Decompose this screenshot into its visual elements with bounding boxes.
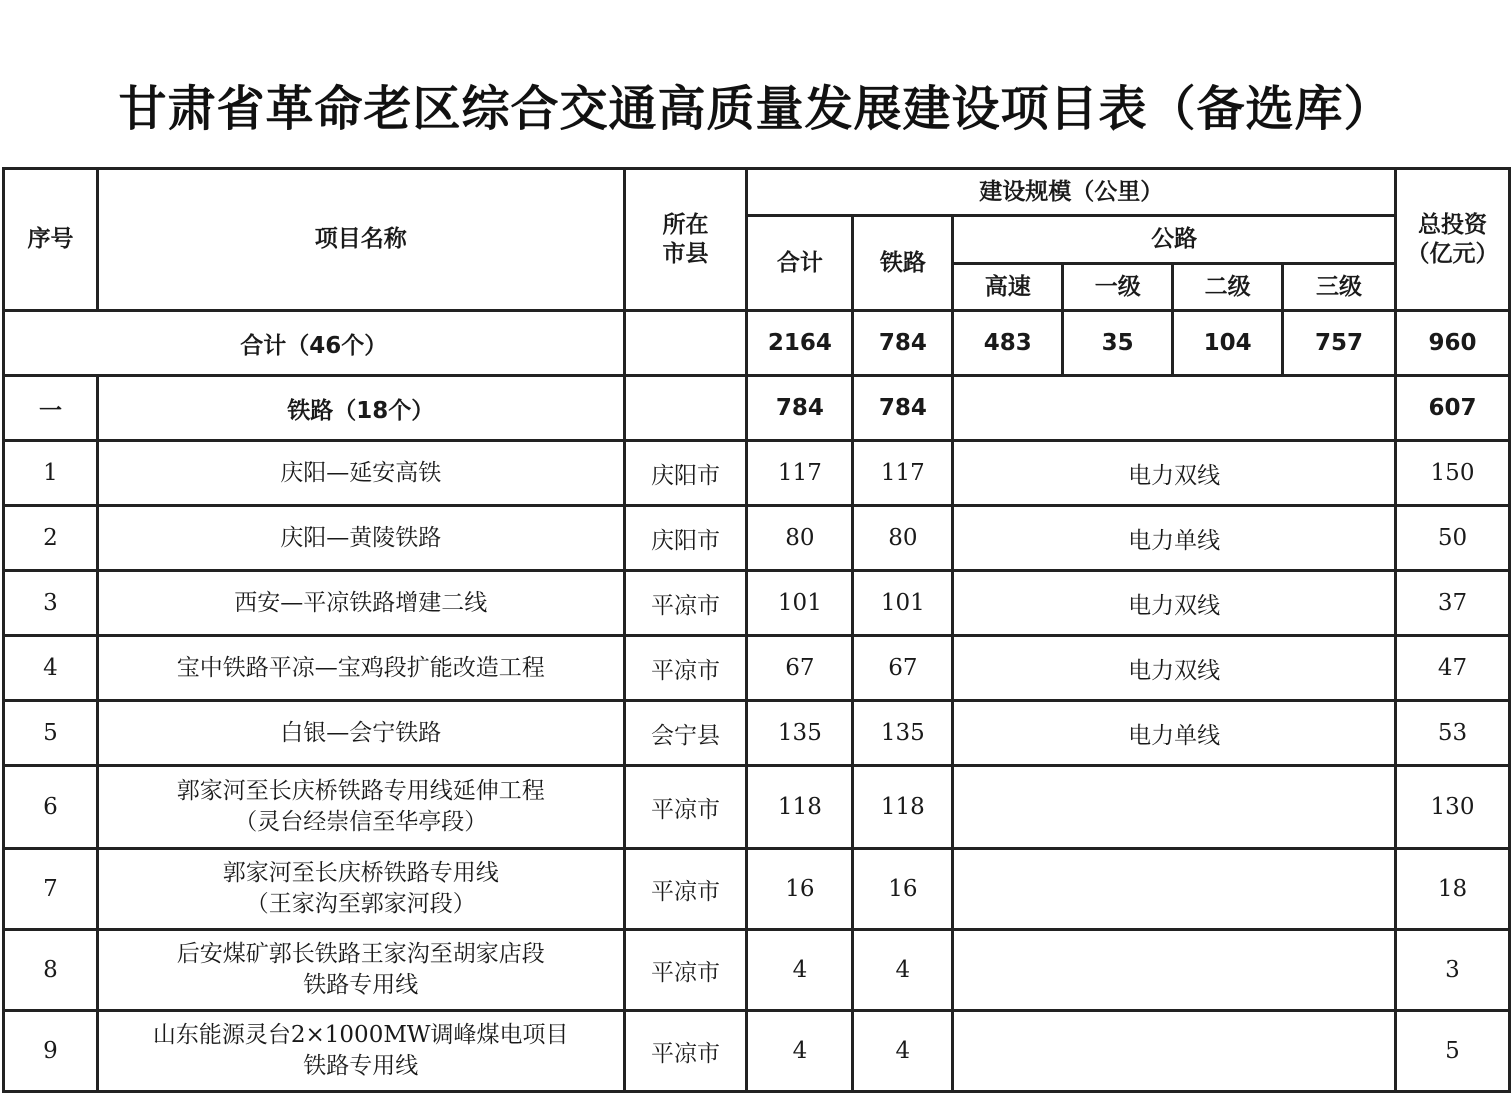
header-row-1 bbox=[4, 169, 1510, 216]
row-project-name-line-1: 郭家河至长庆桥铁路专用线 bbox=[222, 860, 499, 886]
row-seq: 4 bbox=[4, 636, 98, 701]
row-total-km: 4 bbox=[747, 1011, 853, 1092]
table-row bbox=[4, 766, 1510, 849]
table-row bbox=[4, 571, 1510, 636]
row-location: 庆阳市 bbox=[624, 506, 747, 571]
row-total-km: 135 bbox=[747, 701, 853, 766]
section-railway: 784 bbox=[853, 376, 953, 441]
row-project-name-line-2: （灵台经崇信至华亭段） bbox=[234, 809, 488, 835]
row-seq: 5 bbox=[4, 701, 98, 766]
row-investment: 130 bbox=[1396, 766, 1510, 849]
section-seq: 一 bbox=[4, 376, 98, 441]
row-railway: 80 bbox=[853, 506, 953, 571]
header-location-line-1: 所在 bbox=[662, 211, 709, 238]
table-row bbox=[4, 1011, 1510, 1092]
row-location: 庆阳市 bbox=[624, 441, 747, 506]
header-investment bbox=[1396, 169, 1510, 311]
row-project-name: 庆阳—黄陵铁路 bbox=[97, 506, 624, 571]
section-row-railway bbox=[4, 376, 1510, 441]
row-location: 平凉市 bbox=[624, 636, 747, 701]
project-table bbox=[2, 167, 1511, 1093]
header-seq: 序号 bbox=[4, 169, 98, 311]
row-total-km: 4 bbox=[747, 930, 853, 1011]
row-seq: 1 bbox=[4, 441, 98, 506]
header-highway: 公路 bbox=[953, 216, 1396, 264]
header-investment-line-1: 总投资 bbox=[1418, 211, 1487, 238]
row-total-km: 101 bbox=[747, 571, 853, 636]
header-expressway: 高速 bbox=[953, 264, 1063, 311]
row-project-name-line-2: 铁路专用线 bbox=[303, 1053, 419, 1079]
row-seq: 3 bbox=[4, 571, 98, 636]
row-project-name: 庆阳—延安高铁 bbox=[97, 441, 624, 506]
row-project-name: 宝中铁路平凉—宝鸡段扩能改造工程 bbox=[97, 636, 624, 701]
page-title: 甘肃省革命老区综合交通高质量发展建设项目表（备选库） bbox=[118, 81, 1393, 137]
row-investment: 53 bbox=[1396, 701, 1510, 766]
header-investment-line-2: （亿元） bbox=[1406, 240, 1499, 267]
row-railway: 118 bbox=[853, 766, 953, 849]
summary-label: 合计（46个） bbox=[4, 311, 625, 376]
row-location: 平凉市 bbox=[624, 930, 747, 1011]
header-project-name: 项目名称 bbox=[97, 169, 624, 311]
row-investment: 37 bbox=[1396, 571, 1510, 636]
section-highway-blank bbox=[953, 376, 1396, 441]
row-total-km: 16 bbox=[747, 849, 853, 930]
section-total-km: 784 bbox=[747, 376, 853, 441]
row-total-km: 67 bbox=[747, 636, 853, 701]
table-row bbox=[4, 506, 1510, 571]
row-railway: 117 bbox=[853, 441, 953, 506]
row-project-name bbox=[97, 1011, 624, 1092]
row-note bbox=[953, 1011, 1396, 1092]
row-location: 会宁县 bbox=[624, 701, 747, 766]
row-railway: 4 bbox=[853, 930, 953, 1011]
row-investment: 47 bbox=[1396, 636, 1510, 701]
table-row bbox=[4, 701, 1510, 766]
row-note bbox=[953, 849, 1396, 930]
section-investment: 607 bbox=[1396, 376, 1510, 441]
row-note: 电力双线 bbox=[953, 636, 1396, 701]
row-project-name bbox=[97, 766, 624, 849]
summary-location bbox=[624, 311, 747, 376]
table-row bbox=[4, 849, 1510, 930]
row-investment: 150 bbox=[1396, 441, 1510, 506]
header-grade-1: 一级 bbox=[1063, 264, 1173, 311]
row-location: 平凉市 bbox=[624, 766, 747, 849]
row-seq: 9 bbox=[4, 1011, 98, 1092]
row-project-name-line-2: （王家沟至郭家河段） bbox=[245, 891, 476, 917]
row-note: 电力单线 bbox=[953, 506, 1396, 571]
row-railway: 4 bbox=[853, 1011, 953, 1092]
section-location bbox=[624, 376, 747, 441]
row-location: 平凉市 bbox=[624, 571, 747, 636]
row-project-name bbox=[97, 930, 624, 1011]
row-railway: 67 bbox=[853, 636, 953, 701]
summary-railway: 784 bbox=[853, 311, 953, 376]
row-note bbox=[953, 930, 1396, 1011]
header-construction-scale: 建设规模（公里） bbox=[747, 169, 1396, 216]
summary-grade-1: 35 bbox=[1063, 311, 1173, 376]
row-investment: 50 bbox=[1396, 506, 1510, 571]
row-seq: 8 bbox=[4, 930, 98, 1011]
table-row bbox=[4, 636, 1510, 701]
row-project-name bbox=[97, 849, 624, 930]
row-note: 电力双线 bbox=[953, 571, 1396, 636]
row-total-km: 118 bbox=[747, 766, 853, 849]
row-project-name: 白银—会宁铁路 bbox=[97, 701, 624, 766]
header-total-km: 合计 bbox=[747, 216, 853, 311]
summary-row bbox=[4, 311, 1510, 376]
row-investment: 5 bbox=[1396, 1011, 1510, 1092]
summary-investment: 960 bbox=[1396, 311, 1510, 376]
header-location-line-2: 市县 bbox=[662, 240, 709, 267]
row-railway: 16 bbox=[853, 849, 953, 930]
row-railway: 135 bbox=[853, 701, 953, 766]
row-project-name-line-2: 铁路专用线 bbox=[303, 972, 419, 998]
summary-grade-2: 104 bbox=[1173, 311, 1283, 376]
row-project-name: 西安—平凉铁路增建二线 bbox=[97, 571, 624, 636]
row-total-km: 117 bbox=[747, 441, 853, 506]
row-railway: 101 bbox=[853, 571, 953, 636]
header-grade-2: 二级 bbox=[1173, 264, 1283, 311]
row-location: 平凉市 bbox=[624, 1011, 747, 1092]
section-label: 铁路（18个） bbox=[97, 376, 624, 441]
row-project-name-line-1: 郭家河至长庆桥铁路专用线延伸工程 bbox=[176, 778, 545, 804]
row-seq: 2 bbox=[4, 506, 98, 571]
row-note: 电力双线 bbox=[953, 441, 1396, 506]
table-row bbox=[4, 441, 1510, 506]
row-seq: 6 bbox=[4, 766, 98, 849]
row-investment: 18 bbox=[1396, 849, 1510, 930]
row-project-name-line-1: 山东能源灵台2×1000MW调峰煤电项目 bbox=[152, 1022, 569, 1048]
row-location: 平凉市 bbox=[624, 849, 747, 930]
header-railway: 铁路 bbox=[853, 216, 953, 311]
row-note bbox=[953, 766, 1396, 849]
header-location bbox=[624, 169, 747, 311]
table-row bbox=[4, 930, 1510, 1011]
header-grade-3: 三级 bbox=[1283, 264, 1396, 311]
row-investment: 3 bbox=[1396, 930, 1510, 1011]
summary-grade-3: 757 bbox=[1283, 311, 1396, 376]
row-project-name-line-1: 后安煤矿郭长铁路王家沟至胡家店段 bbox=[176, 941, 545, 967]
summary-total-km: 2164 bbox=[747, 311, 853, 376]
row-note: 电力单线 bbox=[953, 701, 1396, 766]
row-seq: 7 bbox=[4, 849, 98, 930]
summary-expressway: 483 bbox=[953, 311, 1063, 376]
row-total-km: 80 bbox=[747, 506, 853, 571]
